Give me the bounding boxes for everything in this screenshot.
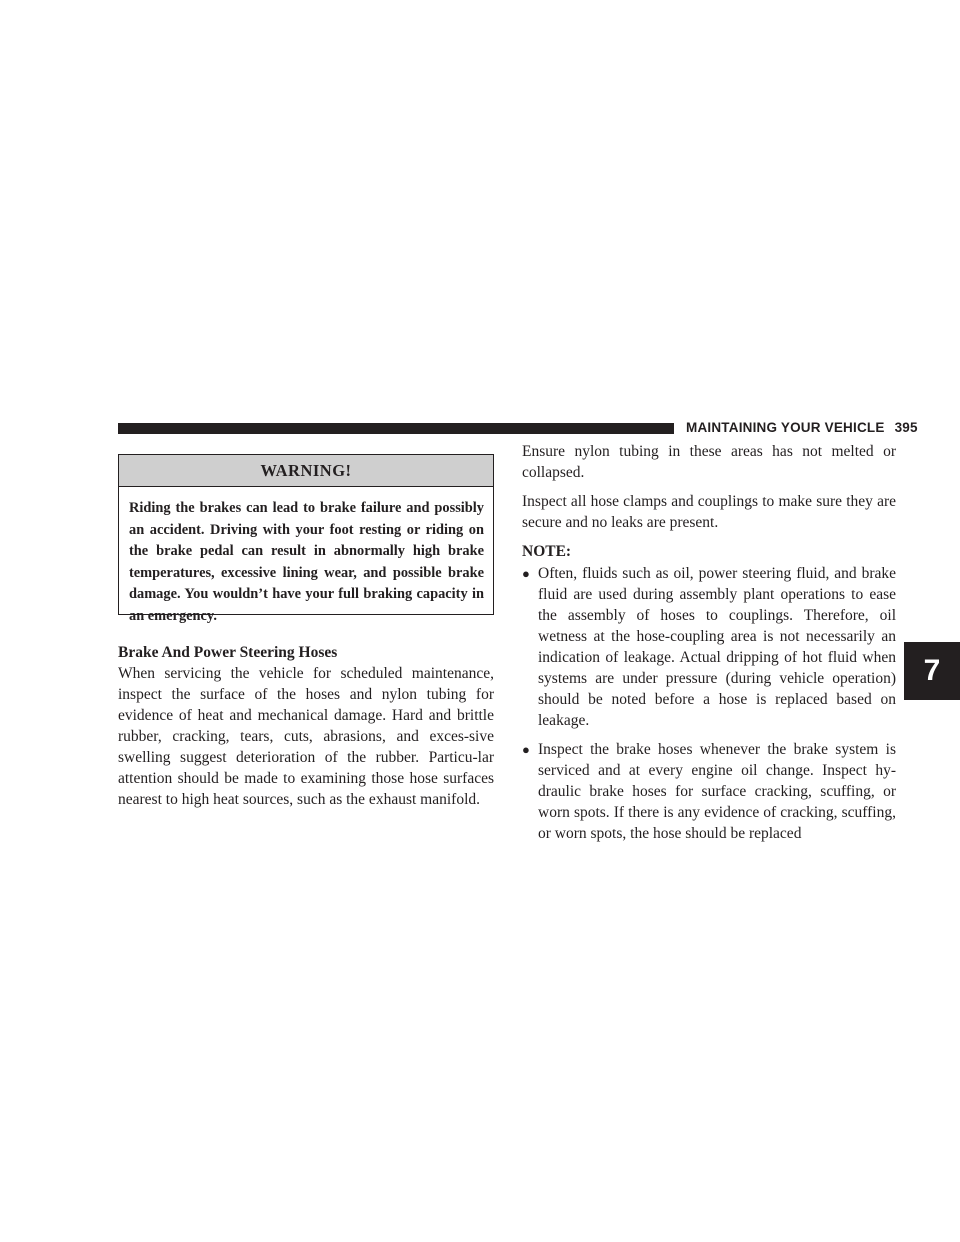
note-label: NOTE:: [522, 543, 572, 560]
right-column: [522, 441, 896, 852]
warning-text: Riding the brakes can lead to brake failure and possibly an accident. Driving with your foot resting or riding on the brake pedal can result in abnormally high brake temperatures, excessive lining wear, and possible brake damage. You wouldn’t have your full braking capacity in an emergency.: [129, 500, 484, 624]
section-title: MAINTAINING YOUR VEHICLE: [686, 420, 885, 435]
section-heading: Brake And Power Steering Hoses: [118, 644, 338, 661]
bullet-icon: ●: [522, 566, 530, 581]
bullet-icon: ●: [522, 742, 530, 757]
warning-box: [118, 454, 494, 624]
warning-title: WARNING!: [119, 455, 493, 487]
list-item-text: Often, fluids such as oil, power steering fluid, and brake fluid are used during assembly plant operations to ease the assembly of hoses to couplings. Therefore, oil wetness at the hose-coupling area is not necessarily an indication of leakage. Actual dripping of hot fluid when systems are under pressure (during vehicle operation) should be noted before a hose is replaced based on leakage.: [538, 565, 896, 729]
body-paragraph: Ensure nylon tubing in these areas has not melted or collapsed.: [522, 443, 896, 481]
body-paragraph: When servicing the vehicle for scheduled maintenance, inspect the surface of the hoses and nylon tubing for evidence of heat and mechanical damage. Hard and brittle rubber, cracking, tears, cuts, abrasions, and exces-sive swelling suggest deterioration of the rubber. Particu-lar attention should be made to examining those hose surfaces nearest to high heat sources, such as the exhaust manifold.: [118, 665, 494, 808]
header-rule: [118, 423, 674, 434]
body-paragraph: Inspect all hose clamps and couplings to make sure they are secure and no leaks are present.: [522, 493, 896, 531]
page-number: 395: [894, 420, 918, 435]
list-item-text: Inspect the brake hoses whenever the brake system is serviced and at every engine oil change. Inspect hy-draulic brake hoses for surface cracking, scuffing, or worn spots. If there is any evidence of cracking, scuffing, or worn spots, the hose should be replaced: [538, 741, 896, 842]
list-item: [522, 563, 896, 731]
running-header: [686, 420, 918, 435]
list-item: [522, 739, 896, 844]
chapter-tab: 7: [904, 642, 960, 700]
left-column: [118, 642, 494, 818]
